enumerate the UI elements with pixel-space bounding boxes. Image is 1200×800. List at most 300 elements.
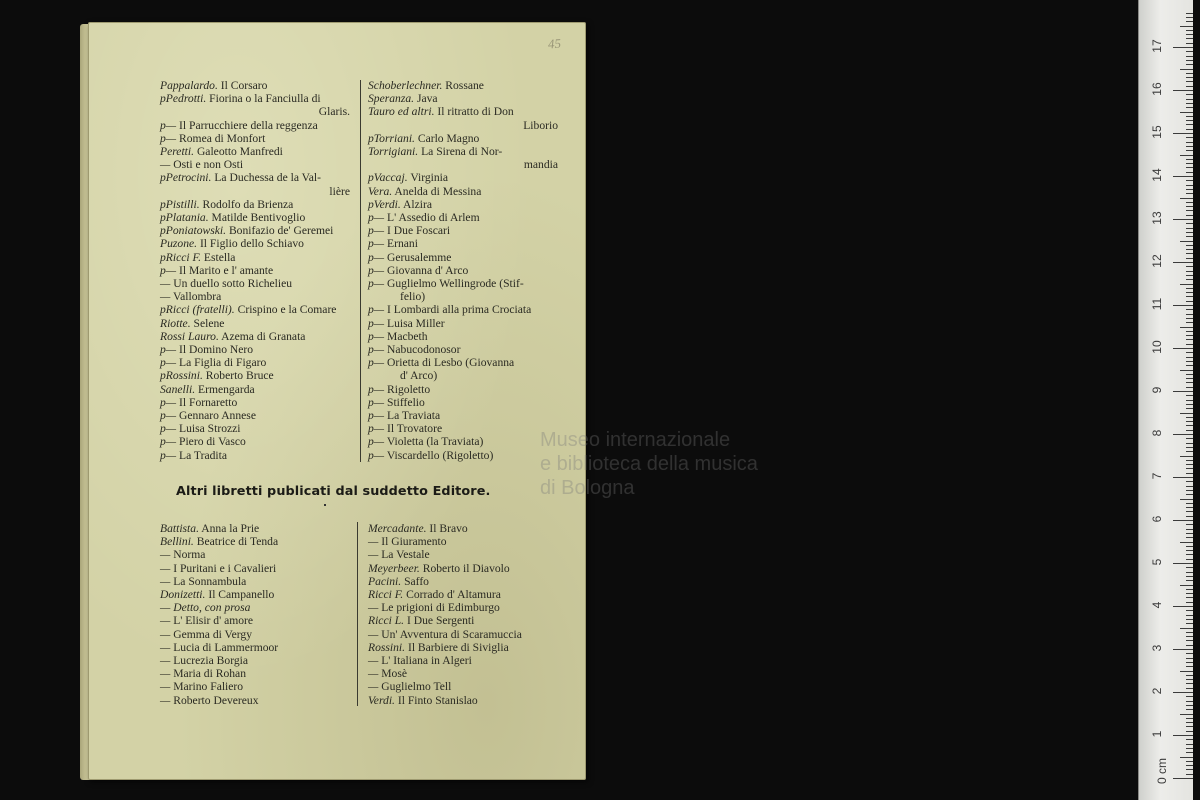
ruler-tick: [1186, 288, 1193, 289]
ruler-number: 4: [1150, 601, 1164, 609]
entry-author: —: [160, 601, 171, 615]
ruler-tick: [1186, 744, 1193, 745]
ruler-tick: [1186, 752, 1193, 753]
ruler-tick: [1186, 77, 1193, 78]
ruler-tick: [1173, 606, 1193, 607]
ruler-tick: [1186, 451, 1193, 452]
entry-title: Romea di Monfort: [179, 131, 266, 145]
ruler-tick: [1186, 258, 1193, 259]
catalog-entry: [368, 601, 522, 614]
catalog-entry: [160, 330, 350, 343]
ruler-tick: [1180, 585, 1193, 586]
ruler-tick: [1186, 486, 1193, 487]
ruler-tick: [1186, 679, 1193, 680]
catalog-entry: [368, 422, 558, 435]
ruler-tick: [1186, 658, 1193, 659]
entry-title: Carlo Magno: [417, 131, 480, 145]
ruler-tick: [1186, 731, 1193, 732]
catalog-entry: [160, 614, 278, 627]
ruler-tick: [1186, 447, 1193, 448]
ruler-tick: [1186, 559, 1193, 560]
ruler-tick: [1186, 86, 1193, 87]
ruler-tick: [1186, 468, 1193, 469]
entry-title: L' Assedio di Arlem: [387, 211, 480, 225]
entry-title: Un' Avventura di Scaramuccia: [381, 627, 522, 641]
ruler-tick: [1180, 499, 1193, 500]
entry-author: p—: [368, 237, 385, 251]
ruler-tick: [1186, 688, 1193, 689]
ruler-tick: [1173, 262, 1193, 263]
entry-author: p—: [368, 250, 385, 264]
catalog-entry: [160, 522, 278, 535]
entry-author: —: [160, 654, 171, 668]
ruler-tick: [1186, 352, 1193, 353]
entry-title: L' Elisir d' amore: [173, 614, 254, 628]
ruler-tick: [1186, 640, 1193, 641]
ruler-tick: [1186, 610, 1193, 611]
ruler-tick: [1186, 597, 1193, 598]
catalog-entry: [368, 409, 558, 422]
ruler-tick: [1186, 705, 1193, 706]
ruler-tick: [1186, 696, 1193, 697]
entry-author: p—: [368, 316, 385, 330]
entry-title: mandia: [523, 158, 558, 172]
ruler-tick: [1173, 649, 1193, 650]
entry-title: lière: [329, 184, 350, 198]
catalog-entry: [368, 317, 558, 330]
ruler-tick: [1186, 56, 1193, 57]
ruler-tick: [1186, 253, 1193, 254]
entry-author: pPistilli.: [160, 197, 200, 211]
catalog-entry: [368, 562, 522, 575]
entry-title: Il Domino Nero: [179, 343, 254, 357]
catalog-entry: [160, 92, 350, 105]
entry-author: p—: [160, 131, 177, 145]
entry-author: —: [160, 277, 171, 291]
catalog-entry: [368, 277, 558, 290]
ruler-tick: [1186, 550, 1193, 551]
entry-author: pVerdi.: [368, 197, 401, 211]
ruler-tick: [1186, 524, 1193, 525]
entry-author: p—: [368, 448, 385, 462]
ruler-tick: [1186, 425, 1193, 426]
entry-author: Mercadante.: [368, 522, 427, 535]
ruler-tick: [1186, 400, 1193, 401]
ruler-tick: [1186, 292, 1193, 293]
ruler-tick: [1186, 236, 1193, 237]
ruler-tick: [1186, 107, 1193, 108]
ruler-tick: [1186, 232, 1193, 233]
ruler-tick: [1186, 580, 1193, 581]
ruler-tick: [1186, 365, 1193, 366]
entry-author: pRossini.: [160, 369, 203, 383]
ruler-tick: [1173, 305, 1193, 306]
entry-title: Roberto Devereux: [173, 693, 259, 707]
entry-title: Gerusalemme: [387, 250, 452, 264]
entry-author: p—: [368, 329, 385, 343]
entry-author: —: [160, 561, 171, 575]
ruler-tick: [1186, 653, 1193, 654]
ruler-tick: [1186, 473, 1193, 474]
ruler-tick: [1186, 73, 1193, 74]
ruler-tick: [1186, 662, 1193, 663]
entry-title: Guglielmo Wellingrode (Stif-: [387, 277, 524, 291]
entry-author: Ricci F.: [368, 588, 404, 602]
entry-title: Glaris.: [318, 105, 350, 119]
ruler-tick: [1186, 150, 1193, 151]
ruler-tick: [1186, 739, 1193, 740]
catalog-entry: [368, 303, 558, 316]
entry-author: p—: [160, 356, 177, 370]
ruler-tick: [1186, 245, 1193, 246]
ruler-number: 2: [1150, 687, 1164, 695]
ruler-tick: [1186, 615, 1193, 616]
catalog-entry: [160, 396, 350, 409]
entry-title: Lucrezia Borgia: [173, 654, 249, 668]
entry-author: p—: [160, 343, 177, 357]
ruler-tick: [1186, 378, 1193, 379]
entry-title: Nabucodonosor: [387, 343, 461, 357]
catalog-entry: [160, 654, 278, 667]
ruler-tick: [1186, 38, 1193, 39]
catalog-entry: [160, 79, 350, 92]
catalog-entry: [368, 224, 558, 237]
entry-author: —: [368, 627, 379, 641]
ruler-tick: [1186, 537, 1193, 538]
entry-author: —: [368, 654, 379, 668]
entry-author: —: [160, 627, 171, 641]
entry-author: —: [160, 693, 171, 707]
ruler-tick: [1173, 391, 1193, 392]
catalog-entry: [160, 449, 350, 462]
ruler-tick: [1186, 533, 1193, 534]
entry-title: Il Giuramento: [381, 535, 447, 549]
entry-title: Il Campanello: [208, 588, 275, 602]
ruler-tick: [1173, 563, 1193, 564]
entry-author: Bellini.: [160, 535, 194, 549]
catalog-entry: [160, 343, 350, 356]
ruler-tick: [1186, 64, 1193, 65]
entry-author: —: [368, 667, 379, 681]
catalog-entry: [368, 694, 522, 707]
ruler-tick: [1186, 722, 1193, 723]
ruler-tick: [1186, 43, 1193, 44]
entry-title: Gennaro Annese: [179, 409, 256, 423]
entry-title: Detto, con prosa: [173, 601, 251, 615]
ruler-tick: [1186, 146, 1193, 147]
entry-author: Vera.: [368, 184, 393, 198]
entry-title: Il Corsaro: [220, 79, 268, 92]
ruler-tick: [1186, 215, 1193, 216]
entry-title: Stiffelio: [387, 395, 425, 409]
entry-title: I Puritani e i Cavalieri: [173, 561, 277, 575]
entry-author: p—: [368, 395, 385, 409]
ruler-tick: [1186, 726, 1193, 727]
catalog-entry: [160, 303, 350, 316]
ruler-tick: [1186, 374, 1193, 375]
ruler-number: 14: [1150, 168, 1164, 182]
entry-author: Sanelli.: [160, 382, 196, 396]
ruler-tick: [1186, 172, 1193, 173]
entry-author: Torrigiani.: [368, 145, 419, 159]
entry-title: Galeotto Manfredi: [196, 145, 283, 159]
ruler-tick: [1186, 602, 1193, 603]
entry-title: Roberto il Diavolo: [422, 561, 510, 575]
ruler-tick: [1186, 765, 1193, 766]
catalog-column-lower-right: [368, 522, 522, 707]
ruler-tick: [1173, 47, 1193, 48]
ruler-tick: [1186, 167, 1193, 168]
entry-title: Orietta di Lesbo (Giovanna: [387, 356, 515, 370]
catalog-entry: [368, 145, 558, 158]
ruler-tick: [1180, 241, 1193, 242]
ruler-tick: [1186, 748, 1193, 749]
ruler-tick: [1186, 769, 1193, 770]
ruler-tick: [1186, 34, 1193, 35]
entry-title: Le prigioni di Edimburgo: [381, 601, 500, 615]
ruler-tick: [1186, 593, 1193, 594]
entry-title: Viscardello (Rigoletto): [386, 448, 494, 462]
ruler-tick: [1186, 357, 1193, 358]
ruler-tick: [1186, 494, 1193, 495]
catalog-entry: [160, 422, 350, 435]
ruler-tick: [1173, 434, 1193, 435]
ruler-tick: [1186, 576, 1193, 577]
ruler-tick: [1186, 421, 1193, 422]
entry-author: p—: [160, 395, 177, 409]
entry-author: p—: [368, 435, 385, 449]
ruler-tick: [1186, 21, 1193, 22]
entry-title: Piero di Vasco: [179, 435, 246, 449]
entry-author: p—: [368, 343, 385, 357]
entry-author: Riotte.: [160, 316, 191, 330]
entry-author: Battista.: [160, 522, 199, 535]
ruler-tick: [1186, 507, 1193, 508]
entry-author: pPoniatowski.: [160, 224, 227, 238]
entry-author: p—: [368, 224, 385, 238]
catalog-entry: [368, 535, 522, 548]
ruler-tick: [1180, 370, 1193, 371]
ruler-tick: [1180, 413, 1193, 414]
catalog-entry: [368, 237, 558, 250]
entry-title: Luisa Miller: [387, 316, 445, 330]
entry-title: Matilde Bentivoglio: [211, 211, 306, 225]
ruler-tick: [1186, 339, 1193, 340]
ruler-tick: [1186, 464, 1193, 465]
entry-title: felio): [400, 290, 426, 304]
ruler-number: 6: [1150, 515, 1164, 523]
ruler-tick: [1186, 159, 1193, 160]
entry-title: Maria di Rohan: [173, 667, 246, 681]
entry-author: Puzone.: [160, 237, 198, 251]
ruler-number: 10: [1150, 340, 1164, 354]
watermark-line: Museo internazionale: [540, 429, 731, 451]
entry-author: p—: [368, 277, 385, 291]
ruler-tick: [1180, 26, 1193, 27]
ruler-tick: [1186, 309, 1193, 310]
ruler-tick: [1186, 645, 1193, 646]
catalog-entry: [160, 535, 278, 548]
entry-title: Lucia di Lammermoor: [173, 640, 279, 654]
entry-title: Java: [416, 92, 438, 106]
entry-author: p—: [368, 382, 385, 396]
ruler-tick: [1186, 124, 1193, 125]
ruler-tick: [1186, 210, 1193, 211]
entry-author: pRicci (fratelli).: [160, 303, 235, 317]
entry-author: —: [160, 614, 171, 628]
entry-title: Il ritratto di Don: [437, 105, 514, 119]
ruler-tick: [1186, 460, 1193, 461]
entry-title: Norma: [173, 548, 206, 562]
entry-title: Il Parrucchiere della reggenza: [179, 118, 318, 132]
catalog-entry: [368, 264, 558, 277]
catalog-entry: [160, 680, 278, 693]
entry-author: Peretti.: [160, 145, 195, 159]
catalog-entry: [368, 105, 558, 118]
entry-title: Luisa Strozzi: [179, 422, 241, 436]
entry-title: Crispino e la Comare: [237, 303, 337, 317]
catalog-entry: [160, 588, 278, 601]
entry-author: —: [160, 640, 171, 654]
catalog-entry: [160, 562, 278, 575]
entry-title: Liborio: [523, 118, 558, 132]
ruler-tick: [1180, 284, 1193, 285]
entry-title: Il Bravo: [429, 522, 468, 535]
catalog-entry: [160, 694, 278, 707]
ruler-tick: [1180, 757, 1193, 758]
catalog-entry: [160, 185, 350, 198]
ruler-tick: [1180, 327, 1193, 328]
ruler-tick: [1186, 322, 1193, 323]
ruler-tick: [1186, 189, 1193, 190]
page-number-mark: 45: [547, 35, 562, 52]
catalog-entry: [368, 548, 522, 561]
entry-author: p—: [368, 303, 385, 317]
catalog-entry: [160, 548, 278, 561]
entry-author: p—: [368, 422, 385, 436]
entry-author: p—: [160, 118, 177, 132]
ruler-number: 5: [1150, 558, 1164, 566]
entry-author: Schoberlechner.: [368, 79, 443, 92]
entry-title: Guglielmo Tell: [381, 680, 452, 694]
entry-title: Anna la Prie: [201, 522, 260, 535]
column-divider-upper: [360, 80, 361, 462]
ruler-tick: [1186, 481, 1193, 482]
ruler-tick: [1186, 567, 1193, 568]
catalog-entry: [368, 614, 522, 627]
ruler-tick: [1180, 628, 1193, 629]
ruler-tick: [1186, 709, 1193, 710]
ruler-tick: [1186, 382, 1193, 383]
catalog-column-lower-left: [160, 522, 278, 707]
entry-title: Gemma di Vergy: [173, 627, 253, 641]
entry-title: Alzira: [403, 197, 432, 211]
ruler-number: 9: [1150, 386, 1164, 394]
ruler-tick: [1186, 318, 1193, 319]
catalog-entry: [368, 588, 522, 601]
ruler-tick: [1186, 623, 1193, 624]
ruler-tick: [1186, 279, 1193, 280]
ruler-tick: [1173, 133, 1193, 134]
ruler-tick: [1186, 395, 1193, 396]
ruler-tick: [1186, 129, 1193, 130]
ruler-tick: [1186, 404, 1193, 405]
catalog-entry: [368, 79, 558, 92]
entry-title: Roberto Bruce: [205, 369, 274, 383]
entry-author: Donizetti.: [160, 588, 206, 602]
catalog-entry: [368, 680, 522, 693]
ruler-tick: [1186, 554, 1193, 555]
entry-title: Ermengarda: [198, 382, 255, 396]
entry-author: Pappalardo.: [160, 79, 218, 92]
ruler-tick: [1186, 193, 1193, 194]
entry-title: Anelda di Messina: [394, 184, 482, 198]
ruler-tick: [1173, 348, 1193, 349]
entry-title: Marino Faliero: [173, 680, 244, 694]
ruler-tick: [1186, 185, 1193, 186]
catalog-column-upper-left: [160, 79, 350, 462]
entry-title: Giovanna d' Arco: [387, 263, 469, 277]
ruler-tick: [1186, 103, 1193, 104]
entry-author: Rossi Lauro.: [160, 329, 219, 343]
entry-title: I Due Sergenti: [406, 614, 475, 628]
ruler-tick: [1186, 81, 1193, 82]
catalog-entry: [368, 654, 522, 667]
catalog-entry: [160, 251, 350, 264]
ruler-tick: [1186, 417, 1193, 418]
ruler-tick: [1173, 176, 1193, 177]
ruler-number: 17: [1150, 39, 1164, 53]
entry-author: pPedrotti.: [160, 92, 207, 106]
catalog-entry: [160, 145, 350, 158]
ruler-tick: [1186, 331, 1193, 332]
measuring-ruler: [1138, 0, 1193, 800]
entry-title: La Traviata: [387, 409, 441, 423]
entry-author: —: [368, 535, 379, 549]
ruler-number: 13: [1150, 211, 1164, 225]
ruler-tick: [1186, 30, 1193, 31]
ruler-tick: [1186, 51, 1193, 52]
catalog-entry: [160, 369, 350, 382]
ruler-tick: [1186, 249, 1193, 250]
ruler-tick: [1180, 198, 1193, 199]
entry-title: Fiorina o la Fanciulla di: [209, 92, 321, 106]
ruler-tick: [1180, 112, 1193, 113]
entry-title: Vallombra: [173, 290, 222, 304]
entry-title: Ernani: [387, 237, 418, 251]
entry-title: Mosè: [381, 667, 407, 681]
catalog-entry: [368, 343, 558, 356]
catalog-entry: [368, 383, 558, 396]
entry-author: p—: [368, 263, 385, 277]
ruler-tick: [1186, 761, 1193, 762]
catalog-entry: [160, 132, 350, 145]
entry-author: p—: [160, 422, 177, 436]
ruler-tick: [1186, 275, 1193, 276]
catalog-entry: [368, 575, 522, 588]
ruler-tick: [1180, 155, 1193, 156]
entry-title: La Vestale: [381, 548, 430, 562]
catalog-entry: [368, 171, 558, 184]
entry-title: Bonifazio de' Geremei: [228, 224, 334, 238]
entry-title: Il Trovatore: [387, 422, 443, 436]
ruler-tick: [1186, 13, 1193, 14]
entry-title: Saffo: [404, 574, 429, 588]
entry-title: La Sonnambula: [173, 574, 247, 588]
ruler-number: 16: [1150, 82, 1164, 96]
ruler-tick: [1186, 430, 1193, 431]
entry-title: Macbeth: [387, 329, 428, 343]
